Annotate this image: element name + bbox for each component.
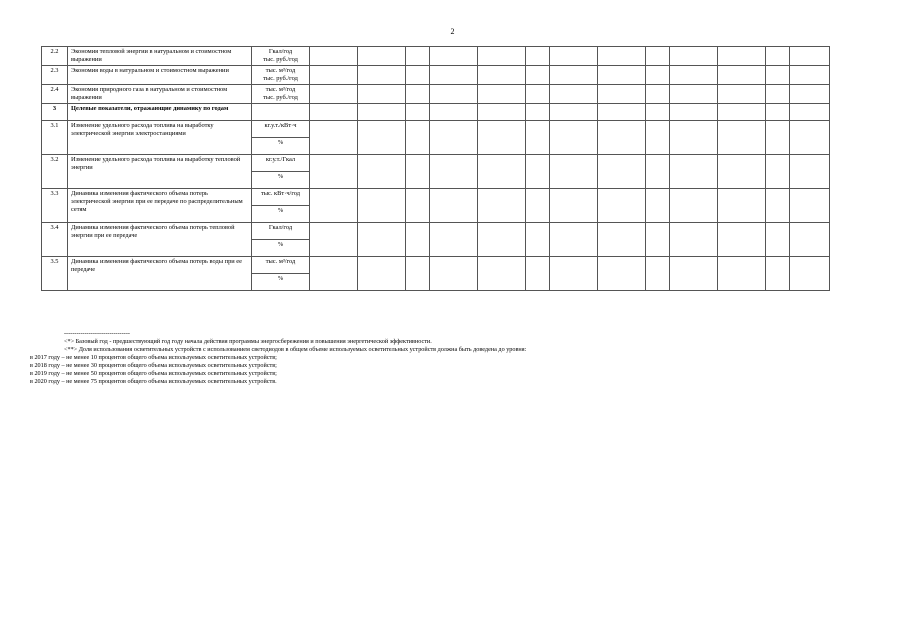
value-cell (550, 223, 598, 257)
value-cell (526, 257, 550, 291)
value-cell (406, 257, 430, 291)
unit-cell (252, 104, 310, 121)
value-cell (358, 47, 406, 66)
value-cell (430, 155, 478, 189)
value-cell (718, 85, 766, 104)
value-cell (478, 85, 526, 104)
value-cell (406, 121, 430, 155)
value-cell (310, 223, 358, 257)
value-cell (550, 155, 598, 189)
unit-label: тыс. руб./год (263, 75, 298, 82)
value-cell (718, 104, 766, 121)
unit-label: тыс. м³/год (265, 258, 296, 265)
indicator-name: Экономия тепловой энергии в натуральном и стоимостном выражении (68, 47, 252, 66)
value-cell (670, 155, 718, 189)
unit-cell (252, 85, 310, 104)
value-cell (406, 66, 430, 85)
table-row (42, 155, 830, 172)
value-cell (718, 223, 766, 257)
unit-label: Гкал/год (268, 224, 293, 231)
value-cell (310, 189, 358, 223)
value-cell (718, 155, 766, 189)
value-cell (478, 121, 526, 155)
table-row (42, 85, 830, 104)
value-cell (406, 155, 430, 189)
value-cell (598, 121, 646, 155)
table-row (42, 121, 830, 138)
unit-label: тыс. м³/год (265, 86, 296, 93)
unit-percent: % (252, 172, 310, 189)
value-cell (478, 47, 526, 66)
value-cell (478, 257, 526, 291)
value-cell (550, 66, 598, 85)
value-cell (430, 223, 478, 257)
indicator-name: Динамика изменения фактического объема потерь электрической энергии при ее передаче по распределительным сетям (68, 189, 252, 223)
value-cell (358, 121, 406, 155)
value-cell (478, 155, 526, 189)
value-cell (646, 104, 670, 121)
value-cell (478, 189, 526, 223)
unit-cell (252, 257, 310, 274)
value-cell (358, 189, 406, 223)
page-number: 2 (450, 27, 455, 36)
table-row (42, 66, 830, 85)
value-cell (790, 47, 830, 66)
value-cell (430, 85, 478, 104)
value-cell (550, 104, 598, 121)
indicator-name: Динамика изменения фактического объема потерь воды при ее передаче (68, 257, 252, 291)
value-cell (766, 85, 790, 104)
value-cell (550, 257, 598, 291)
value-cell (478, 66, 526, 85)
value-cell (526, 223, 550, 257)
footnote-year-2017: в 2017 году – не менее 10 процентов общего объема используемых осветительных устройств; (30, 354, 277, 361)
row-number: 3.2 (42, 155, 68, 189)
row-number: 3.3 (42, 189, 68, 223)
unit-percent: % (252, 274, 310, 291)
value-cell (598, 257, 646, 291)
value-cell (358, 85, 406, 104)
value-cell (526, 66, 550, 85)
value-cell (406, 47, 430, 66)
value-cell (406, 85, 430, 104)
value-cell (718, 66, 766, 85)
unit-label: кг.у.т./Гкал (265, 156, 296, 163)
row-number: 2.4 (42, 85, 68, 104)
value-cell (718, 47, 766, 66)
value-cell (598, 47, 646, 66)
value-cell (598, 66, 646, 85)
value-cell (646, 121, 670, 155)
indicator-name: Целевые показатели, отражающие динамику по годам (68, 104, 252, 121)
unit-label: тыс. м³/год (265, 67, 296, 74)
value-cell (478, 104, 526, 121)
footnote-1: <*> Базовый год - предшествующий год году начала действия программы энергосбережения и повышения энергетической эффективности. (64, 338, 432, 345)
footnote-2: <**> Доля использования осветительных устройств с использованием светодиодов в общем объеме используемых осветительных устройств должна быть доведена до уровня: (64, 346, 527, 353)
unit-label: кг.у.т./кВт·ч (264, 122, 297, 129)
unit-percent: % (252, 138, 310, 155)
value-cell (526, 121, 550, 155)
row-number: 2.3 (42, 66, 68, 85)
value-cell (430, 257, 478, 291)
value-cell (670, 104, 718, 121)
value-cell (310, 257, 358, 291)
indicator-name: Экономия воды в натуральном и стоимостном выражении (68, 66, 252, 85)
unit-cell (252, 121, 310, 138)
value-cell (550, 189, 598, 223)
value-cell (358, 257, 406, 291)
row-number: 3.1 (42, 121, 68, 155)
value-cell (646, 223, 670, 257)
value-cell (766, 223, 790, 257)
value-cell (358, 104, 406, 121)
value-cell (526, 85, 550, 104)
indicator-name: Изменение удельного расхода топлива на выработку электрической энергии электростанциями (68, 121, 252, 155)
value-cell (310, 121, 358, 155)
value-cell (598, 223, 646, 257)
value-cell (766, 257, 790, 291)
value-cell (430, 66, 478, 85)
footnote-year-2019: в 2019 году – не менее 50 процентов общего объема используемых осветительных устройств; (30, 370, 277, 377)
value-cell (430, 47, 478, 66)
value-cell (430, 121, 478, 155)
value-cell (526, 47, 550, 66)
indicators-table (41, 46, 830, 291)
value-cell (310, 66, 358, 85)
unit-cell (252, 155, 310, 172)
footnote-separator: -------------------------------- (64, 330, 130, 337)
value-cell (718, 121, 766, 155)
value-cell (670, 47, 718, 66)
value-cell (646, 155, 670, 189)
unit-cell (252, 47, 310, 66)
value-cell (790, 257, 830, 291)
value-cell (598, 85, 646, 104)
value-cell (550, 47, 598, 66)
value-cell (790, 104, 830, 121)
value-cell (406, 223, 430, 257)
indicator-name: Динамика изменения фактического объема потерь тепловой энергии при ее передаче (68, 223, 252, 257)
value-cell (766, 189, 790, 223)
value-cell (550, 85, 598, 104)
value-cell (670, 121, 718, 155)
value-cell (646, 257, 670, 291)
unit-cell (252, 66, 310, 85)
value-cell (646, 66, 670, 85)
value-cell (310, 104, 358, 121)
value-cell (310, 155, 358, 189)
unit-label: тыс. кВт·ч/год (260, 190, 301, 197)
value-cell (598, 104, 646, 121)
value-cell (790, 121, 830, 155)
value-cell (526, 155, 550, 189)
value-cell (310, 85, 358, 104)
value-cell (718, 257, 766, 291)
table-row (42, 257, 830, 274)
value-cell (646, 85, 670, 104)
indicator-name: Изменение удельного расхода топлива на выработку тепловой энергии (68, 155, 252, 189)
unit-label: тыс. руб./год (263, 94, 298, 101)
indicator-name: Экономия природного газа в натуральном и стоимостном выражении (68, 85, 252, 104)
value-cell (790, 66, 830, 85)
value-cell (766, 104, 790, 121)
value-cell (478, 223, 526, 257)
value-cell (358, 66, 406, 85)
value-cell (670, 85, 718, 104)
unit-percent: % (252, 240, 310, 257)
value-cell (670, 189, 718, 223)
unit-label: тыс. руб./год (263, 56, 298, 63)
value-cell (526, 189, 550, 223)
value-cell (310, 47, 358, 66)
unit-label: Гкал/год (268, 48, 293, 55)
unit-cell (252, 189, 310, 206)
value-cell (766, 47, 790, 66)
value-cell (766, 155, 790, 189)
value-cell (598, 155, 646, 189)
value-cell (646, 189, 670, 223)
footnote-year-2020: в 2020 году – не менее 75 процентов общего объема используемых осветительных устройств. (30, 378, 277, 385)
value-cell (526, 104, 550, 121)
table-row (42, 47, 830, 66)
value-cell (670, 257, 718, 291)
value-cell (670, 223, 718, 257)
value-cell (406, 189, 430, 223)
value-cell (550, 121, 598, 155)
value-cell (766, 121, 790, 155)
row-number: 3.4 (42, 223, 68, 257)
footnote-year-2018: в 2018 году – не менее 30 процентов общего объема используемых осветительных устройств; (30, 362, 277, 369)
table-row (42, 189, 830, 206)
value-cell (766, 66, 790, 85)
value-cell (430, 104, 478, 121)
table-row (42, 104, 830, 121)
value-cell (790, 223, 830, 257)
value-cell (790, 85, 830, 104)
value-cell (790, 189, 830, 223)
row-number: 3.5 (42, 257, 68, 291)
row-number: 2.2 (42, 47, 68, 66)
value-cell (430, 189, 478, 223)
row-number: 3 (42, 104, 68, 121)
value-cell (358, 155, 406, 189)
value-cell (358, 223, 406, 257)
value-cell (598, 189, 646, 223)
value-cell (718, 189, 766, 223)
unit-percent: % (252, 206, 310, 223)
value-cell (646, 47, 670, 66)
value-cell (406, 104, 430, 121)
value-cell (670, 66, 718, 85)
unit-cell (252, 223, 310, 240)
table-row (42, 223, 830, 240)
value-cell (790, 155, 830, 189)
